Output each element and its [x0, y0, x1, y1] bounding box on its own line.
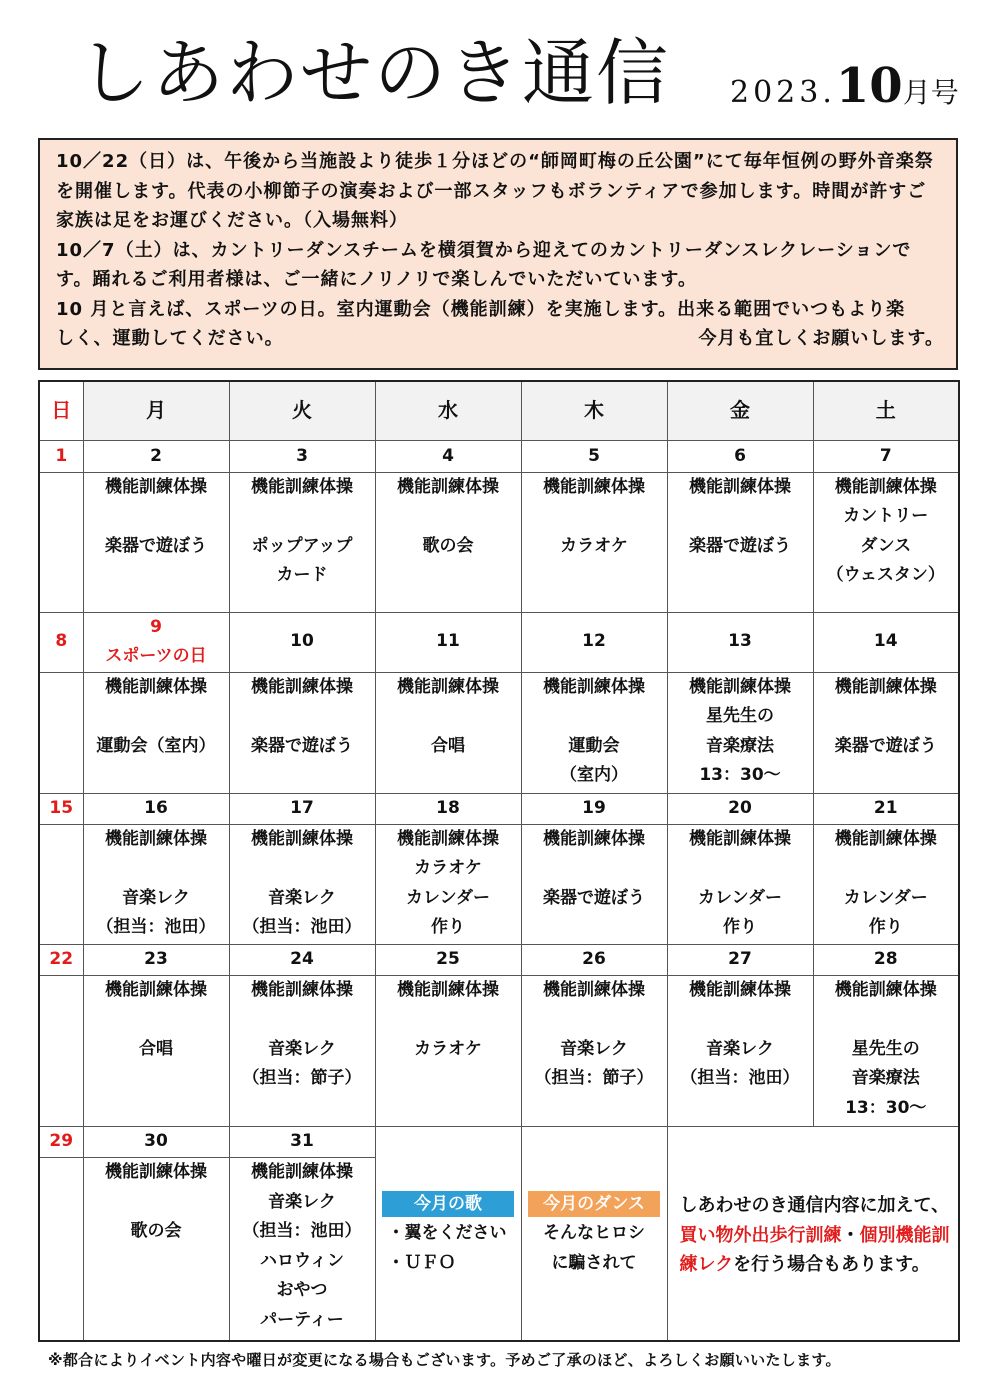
issue-month: 10: [835, 58, 903, 114]
activity-line: 13：30～: [699, 765, 781, 786]
activity-cell: [813, 472, 959, 612]
activity-line: （ウェスタン）: [826, 565, 945, 586]
date-cell-14: 14: [813, 612, 959, 672]
footer-disclaimer: ※都合によりイベント内容や曜日が変更になる場合もございます。予めご了承のほど、よろしくお願いいたします。: [48, 1351, 841, 1369]
date-cell-18: 18: [375, 793, 521, 824]
date-cell-4: 4: [375, 441, 521, 472]
activity-cell: [375, 824, 521, 944]
weekday-3: 水: [375, 381, 521, 441]
activity-line: [522, 854, 667, 884]
date-cell-3: 3: [229, 441, 375, 472]
activity-line: [84, 1005, 229, 1035]
activity-line: カラオケ: [560, 535, 628, 556]
activity-line: [230, 854, 375, 884]
weekday-4: 木: [521, 381, 667, 441]
date-cell-25: 25: [375, 944, 521, 975]
activity-cell: [39, 1158, 83, 1341]
note-text: しあわせのき通信内容に加えて、: [679, 1195, 950, 1217]
date-cell-26: 26: [521, 944, 667, 975]
activity-line: 楽器で遊ぼう: [251, 735, 353, 756]
date-cell-31: 31: [229, 1126, 375, 1157]
activity-line: [84, 502, 229, 532]
song-of-month-cell: [375, 1126, 521, 1341]
activity-line: 機能訓練体操: [251, 979, 353, 1000]
activity-line: 機能訓練体操: [397, 979, 499, 1000]
notice-paragraph-3a: 10 月と言えば、スポーツの日。室内運動会（機能訓練）を実施します。出来る範囲でいつもより楽: [56, 298, 906, 320]
activity-line: 機能訓練体操: [105, 476, 207, 497]
activity-cell: [667, 472, 813, 612]
song-of-month-label: 今月の歌: [382, 1191, 514, 1217]
activity-line: 作り: [431, 917, 465, 938]
activity-line: 13：30～: [845, 1097, 927, 1118]
dance-title-line: そんなヒロシ: [543, 1223, 645, 1244]
activity-cell: [813, 975, 959, 1126]
notice-paragraph-1: 10／22（日）は、午後から当施設より徒歩１分ほどの“師岡町梅の丘公園”にて毎年恒例の野外音楽祭を開催します。代表の小柳節子の演奏および一部スタッフもボランティアで参加します。時間が許すご家族は足をお運びください。（入場無料）: [56, 151, 934, 231]
date-cell-13: 13: [667, 612, 813, 672]
activity-calendar: [38, 380, 960, 1342]
activity-line: 機能訓練体操: [397, 476, 499, 497]
activity-cell: [39, 975, 83, 1126]
activity-cell: [229, 824, 375, 944]
date-cell-17: 17: [229, 793, 375, 824]
activity-line: 楽器で遊ぼう: [105, 535, 207, 556]
activity-line: [814, 1005, 959, 1035]
header: [0, 0, 1000, 130]
notice-paragraph-3b: しく、運動してください。: [56, 328, 284, 349]
activity-line: 楽器で遊ぼう: [834, 735, 937, 756]
activity-cell: [83, 1158, 229, 1341]
activity-line: [230, 502, 375, 532]
activity-line: 運動会（室内）: [96, 735, 216, 756]
activity-cell: [229, 1158, 375, 1341]
weekday-header-row: [39, 381, 959, 441]
date-cell-7: 7: [813, 441, 959, 472]
activity-line: 機能訓練体操: [689, 828, 791, 849]
date-row: [39, 793, 959, 824]
activity-line: カード: [276, 565, 328, 586]
activity-line: 機能訓練体操: [251, 828, 353, 849]
activity-line: 機能訓練体操: [834, 476, 937, 497]
activity-cell: [375, 672, 521, 793]
activity-cell: [813, 672, 959, 793]
date-cell-20: 20: [667, 793, 813, 824]
activity-line: 運動会: [568, 735, 620, 756]
activity-line: ハロウィン: [260, 1250, 344, 1271]
issue-year: 2023.: [730, 75, 836, 110]
activity-cell: [229, 472, 375, 612]
activity-line: 機能訓練体操: [543, 979, 645, 1000]
weekday-5: 金: [667, 381, 813, 441]
activity-line: [230, 702, 375, 732]
activity-cell: [375, 472, 521, 612]
activity-line: 楽器で遊ぼう: [543, 887, 645, 908]
activity-line: 機能訓練体操: [543, 476, 645, 497]
activity-line: カントリー: [843, 506, 929, 527]
activity-line: [668, 1005, 813, 1035]
activity-row: [39, 824, 959, 944]
activity-cell: [83, 672, 229, 793]
activity-line: 合唱: [139, 1038, 173, 1059]
activity-line: [814, 854, 959, 884]
weekday-6: 土: [813, 381, 959, 441]
note-text-end: を行う場合もあります。: [733, 1254, 930, 1276]
activity-line: おやつ: [276, 1280, 328, 1301]
activity-line: [522, 1005, 667, 1035]
activity-line: 作り: [868, 917, 903, 938]
activity-cell: [229, 672, 375, 793]
date-cell-12: 12: [521, 612, 667, 672]
date-cell-5: 5: [521, 441, 667, 472]
holiday-label: スポーツの日: [105, 646, 207, 667]
activity-line: [522, 702, 667, 732]
activity-line: 機能訓練体操: [543, 676, 645, 697]
activity-line: カラオケ: [414, 1038, 482, 1059]
activity-line: 歌の会: [422, 535, 474, 556]
note-separator: ・: [841, 1224, 860, 1246]
activity-line: 機能訓練体操: [105, 828, 207, 849]
notice-paragraph-2: 10／7（土）は、カントリーダンスチームを横須賀から迎えてのカントリーダンスレクレーションです。踊れるご利用者様は、ご一緒にノリノリで楽しんでいただいています。: [56, 239, 912, 290]
activity-line: 機能訓練体操: [689, 476, 791, 497]
newsletter-title: しあわせのき通信: [78, 31, 671, 115]
date-row: [39, 612, 959, 672]
activity-line: 楽器で遊ぼう: [689, 535, 791, 556]
activity-row: [39, 472, 959, 612]
date-row: [39, 441, 959, 472]
activity-line: 音楽レク: [268, 1038, 336, 1059]
date-cell-22: 22: [39, 944, 83, 975]
activity-line: 音楽療法: [706, 735, 774, 756]
date-row: [39, 944, 959, 975]
activity-line: （担当：池田）: [242, 1221, 362, 1242]
activity-cell: [521, 824, 667, 944]
activity-cell: [521, 975, 667, 1126]
activity-line: 機能訓練体操: [834, 676, 937, 697]
issue-suffix: 月号: [902, 76, 959, 109]
song-item: ・ＵＦＯ: [387, 1252, 456, 1273]
activity-line: 音楽レク: [560, 1038, 628, 1059]
activity-line: （担当：池田）: [96, 917, 216, 938]
song-item: ・翼をください: [387, 1223, 507, 1244]
activity-line: ポップアップ: [251, 535, 353, 556]
activity-cell: [667, 824, 813, 944]
dance-title-line: に騙されて: [551, 1252, 637, 1273]
date-cell-21: 21: [813, 793, 959, 824]
activity-line: [376, 702, 521, 732]
activity-line: 音楽レク: [268, 1191, 336, 1212]
activity-line: ダンス: [860, 535, 912, 556]
activity-line: 音楽レク: [268, 887, 336, 908]
issue-label: [730, 58, 959, 114]
activity-line: （担当：節子）: [534, 1068, 654, 1089]
activity-cell: [375, 975, 521, 1126]
activity-line: [84, 702, 229, 732]
activity-line: （担当：池田）: [680, 1068, 800, 1089]
activity-line: 機能訓練体操: [689, 979, 791, 1000]
activity-line: 機能訓練体操: [105, 676, 207, 697]
activity-cell: [39, 472, 83, 612]
activity-line: 機能訓練体操: [834, 979, 937, 1000]
activity-line: 音楽レク: [122, 887, 190, 908]
activity-line: [84, 1188, 229, 1218]
weekday-2: 火: [229, 381, 375, 441]
activity-line: 音楽レク: [706, 1038, 774, 1059]
dance-of-month-cell: [521, 1126, 667, 1341]
weekday-0: 日: [39, 381, 83, 441]
weekday-1: 月: [83, 381, 229, 441]
activity-cell: [39, 824, 83, 944]
activity-line: [376, 502, 521, 532]
activity-line: 音楽療法: [851, 1068, 920, 1089]
date-cell-10: 10: [229, 612, 375, 672]
activity-line: 星先生の: [851, 1038, 920, 1059]
dance-of-month-label: 今月のダンス: [528, 1191, 660, 1217]
activity-line: 作り: [723, 917, 757, 938]
activity-line: カレンダー: [406, 887, 490, 908]
activity-line: [668, 502, 813, 532]
activity-line: [84, 854, 229, 884]
activity-line: カレンダー: [843, 887, 928, 908]
activity-line: （担当：節子）: [242, 1068, 362, 1089]
activity-line: 機能訓練体操: [543, 828, 645, 849]
activity-line: 機能訓練体操: [251, 476, 353, 497]
notice-closing: 今月も宜しくお願いします。: [698, 328, 944, 349]
date-cell-24: 24: [229, 944, 375, 975]
date-cell-19: 19: [521, 793, 667, 824]
date-cell-27: 27: [667, 944, 813, 975]
notice-last-line: [56, 324, 944, 354]
date-cell-11: 11: [375, 612, 521, 672]
activity-cell: [229, 975, 375, 1126]
note-highlight-individual: 個別機能訓練レク: [679, 1224, 950, 1276]
activity-row: [39, 672, 959, 793]
activity-cell: [39, 672, 83, 793]
date-cell-9: 9 スポーツの日: [83, 612, 229, 672]
activity-line: 機能訓練体操: [689, 676, 791, 697]
activity-line: 機能訓練体操: [251, 1162, 353, 1183]
date-cell-2: 2: [83, 441, 229, 472]
activity-line: （担当：池田）: [242, 917, 362, 938]
note-highlight-shopping: 買い物外出歩行訓練: [679, 1224, 842, 1246]
date-cell-1: 1: [39, 441, 83, 472]
date-cell-8: 8: [39, 612, 83, 672]
activity-line: カレンダー: [698, 887, 782, 908]
date-cell-6: 6: [667, 441, 813, 472]
activity-cell: [83, 472, 229, 612]
activity-cell: [813, 824, 959, 944]
activity-line: 機能訓練体操: [105, 979, 207, 1000]
activity-line: 機能訓練体操: [251, 676, 353, 697]
activity-line: [376, 1005, 521, 1035]
activity-line: （室内）: [560, 765, 628, 786]
date-cell-30: 30: [83, 1126, 229, 1157]
date-cell-23: 23: [83, 944, 229, 975]
activity-line: [668, 854, 813, 884]
date-cell-29: 29: [39, 1126, 83, 1157]
activity-row: [39, 975, 959, 1126]
activity-cell: [667, 672, 813, 793]
activity-line: 機能訓練体操: [397, 676, 499, 697]
activity-cell: [667, 975, 813, 1126]
activity-line: [230, 1005, 375, 1035]
activity-cell: [83, 824, 229, 944]
activity-cell: [83, 975, 229, 1126]
activity-line: 歌の会: [130, 1221, 182, 1242]
date-cell-16: 16: [83, 793, 229, 824]
date-cell-28: 28: [813, 944, 959, 975]
activity-line: [814, 702, 959, 732]
activity-line: 機能訓練体操: [397, 828, 499, 849]
notice-box: [38, 138, 958, 370]
activity-line: [522, 502, 667, 532]
activity-cell: [521, 472, 667, 612]
date-row: [39, 1126, 959, 1157]
activity-line: カラオケ: [414, 858, 482, 879]
activity-line: 星先生の: [706, 706, 774, 727]
activity-line: パーティー: [260, 1309, 344, 1330]
date-cell-15: 15: [39, 793, 83, 824]
activity-cell: [521, 672, 667, 793]
extra-activities-note: [667, 1126, 959, 1341]
activity-line: 機能訓練体操: [834, 828, 937, 849]
activity-line: 合唱: [431, 735, 465, 756]
activity-line: 機能訓練体操: [105, 1162, 207, 1183]
